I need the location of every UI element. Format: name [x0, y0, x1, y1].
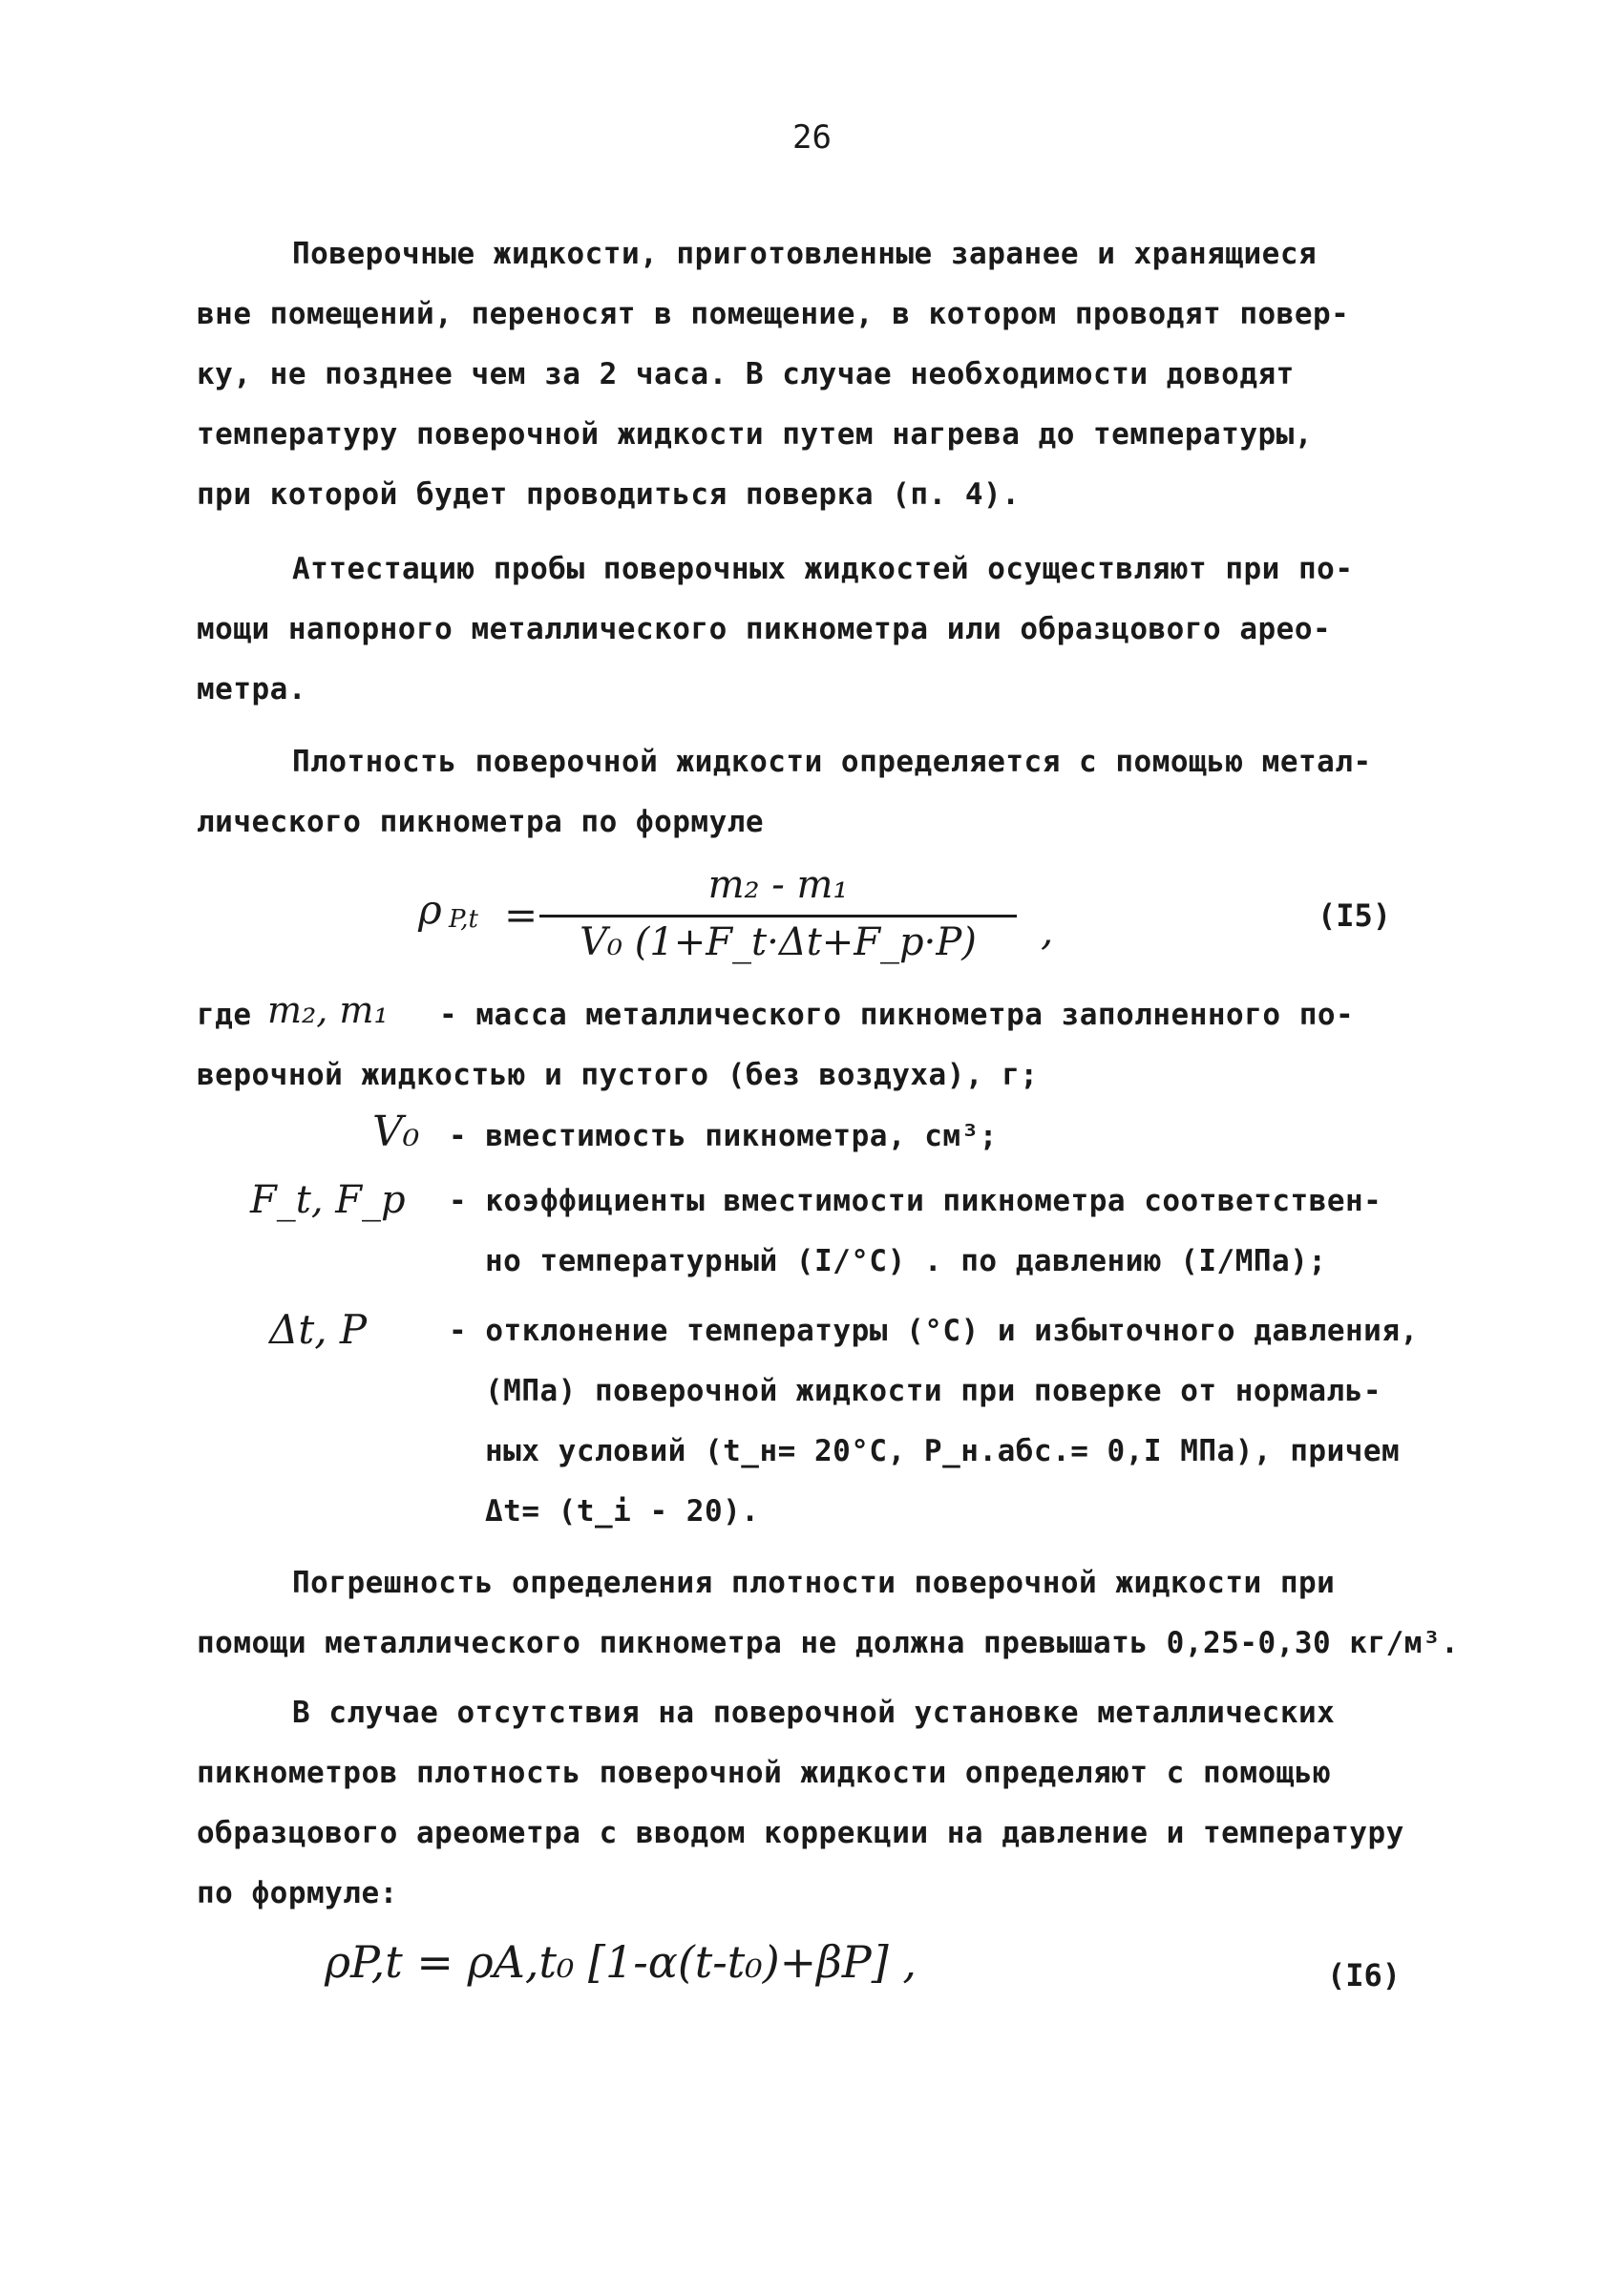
para5-line-1: В случае отсутствия на поверочной установке металлических [292, 1696, 1336, 1730]
formula-16: ρP,t = ρA,t₀ [1-α(t-t₀)+βP] , [325, 1936, 917, 1988]
page-number: 26 [792, 118, 832, 157]
def-dt-p-line-1: - отклонение температуры (°C) и избыточного давления, [449, 1314, 1419, 1348]
formula16-number: (I6) [1327, 1957, 1402, 1993]
para5-line-2: пикнометров плотность поверочной жидкости определяют с помощью [197, 1756, 1332, 1790]
para1-line-3: ку, не позднее чем за 2 часа. В случае необходимости доводят [197, 357, 1295, 391]
para4-line-1: Погрешность определения плотности поверочной жидкости при [292, 1566, 1336, 1600]
formula15-denominator: V₀ (1+F_t·Δt+F_p·P) [580, 920, 977, 964]
def-symbol-ft-fp: F_t, F_p [250, 1178, 406, 1222]
para3-line-1: Плотность поверочной жидкости определяется с помощью метал- [292, 745, 1372, 779]
formula15-lhs-subscript: P,t [449, 905, 478, 934]
para1-line-2: вне помещений, переносят в помещение, в котором проводят повер- [197, 297, 1350, 331]
formula15-lhs: ρ [418, 886, 442, 933]
where-symbol-m: m₂, m₁ [267, 989, 389, 1031]
def-symbol-dt-p: Δt, P [269, 1306, 368, 1353]
def-symbol-v0: V₀ [372, 1107, 420, 1156]
def-ft-fp-line-1: - коэффициенты вместимости пикнометра соответствен- [449, 1184, 1382, 1218]
formula15-number: (I5) [1318, 897, 1392, 934]
formula15-fraction-bar [539, 915, 1017, 918]
formula15-numerator: m₂ - m₁ [707, 863, 849, 907]
def-dt-p-line-4: Δt= (t_i - 20). [485, 1494, 760, 1529]
where-intro: где [197, 998, 252, 1032]
para2-line-1: Аттестацию пробы поверочных жидкостей осуществляют при по- [292, 552, 1354, 586]
para3-line-2: лического пикнометра по формуле [197, 805, 765, 839]
where-def-m-line-2: верочной жидкостью и пустого (без воздуха), г; [197, 1058, 1039, 1092]
para5-line-4: по формуле: [197, 1876, 398, 1910]
def-dt-p-line-2: (МПа) поверочной жидкости при поверке от нормаль- [485, 1374, 1382, 1408]
where-def-m-line-1: - масса металлического пикнометра заполненного по- [439, 998, 1355, 1032]
para5-line-3: образцового ареометра с вводом коррекции на давление и температуру [197, 1816, 1404, 1850]
para1-line-4: температуру поверочной жидкости путем нагрева до температуры, [197, 417, 1313, 452]
para2-line-2: мощи напорного металлического пикнометра или образцового арео- [197, 612, 1332, 646]
def-ft-fp-line-2: но температурный (I/°C) . по давлению (I/МПа); [485, 1244, 1327, 1278]
formula15-comma: , [1041, 907, 1054, 954]
para1-line-5: при которой будет проводиться поверка (п. 4). [197, 477, 1021, 512]
para2-line-3: метра. [197, 672, 306, 707]
def-v0-line-1: - вместимость пикнометра, см³; [449, 1119, 998, 1153]
def-dt-p-line-3: ных условий (t_н= 20°С, P_н.абс.= 0,I МПа), причем [485, 1434, 1401, 1468]
para1-line-1: Поверочные жидкости, приготовленные заранее и хранящиеся [292, 237, 1318, 271]
para4-line-2: помощи металлического пикнометра не должна превышать 0,25-0,30 кг/м³. [197, 1626, 1460, 1660]
formula15-equals: = [504, 892, 538, 939]
